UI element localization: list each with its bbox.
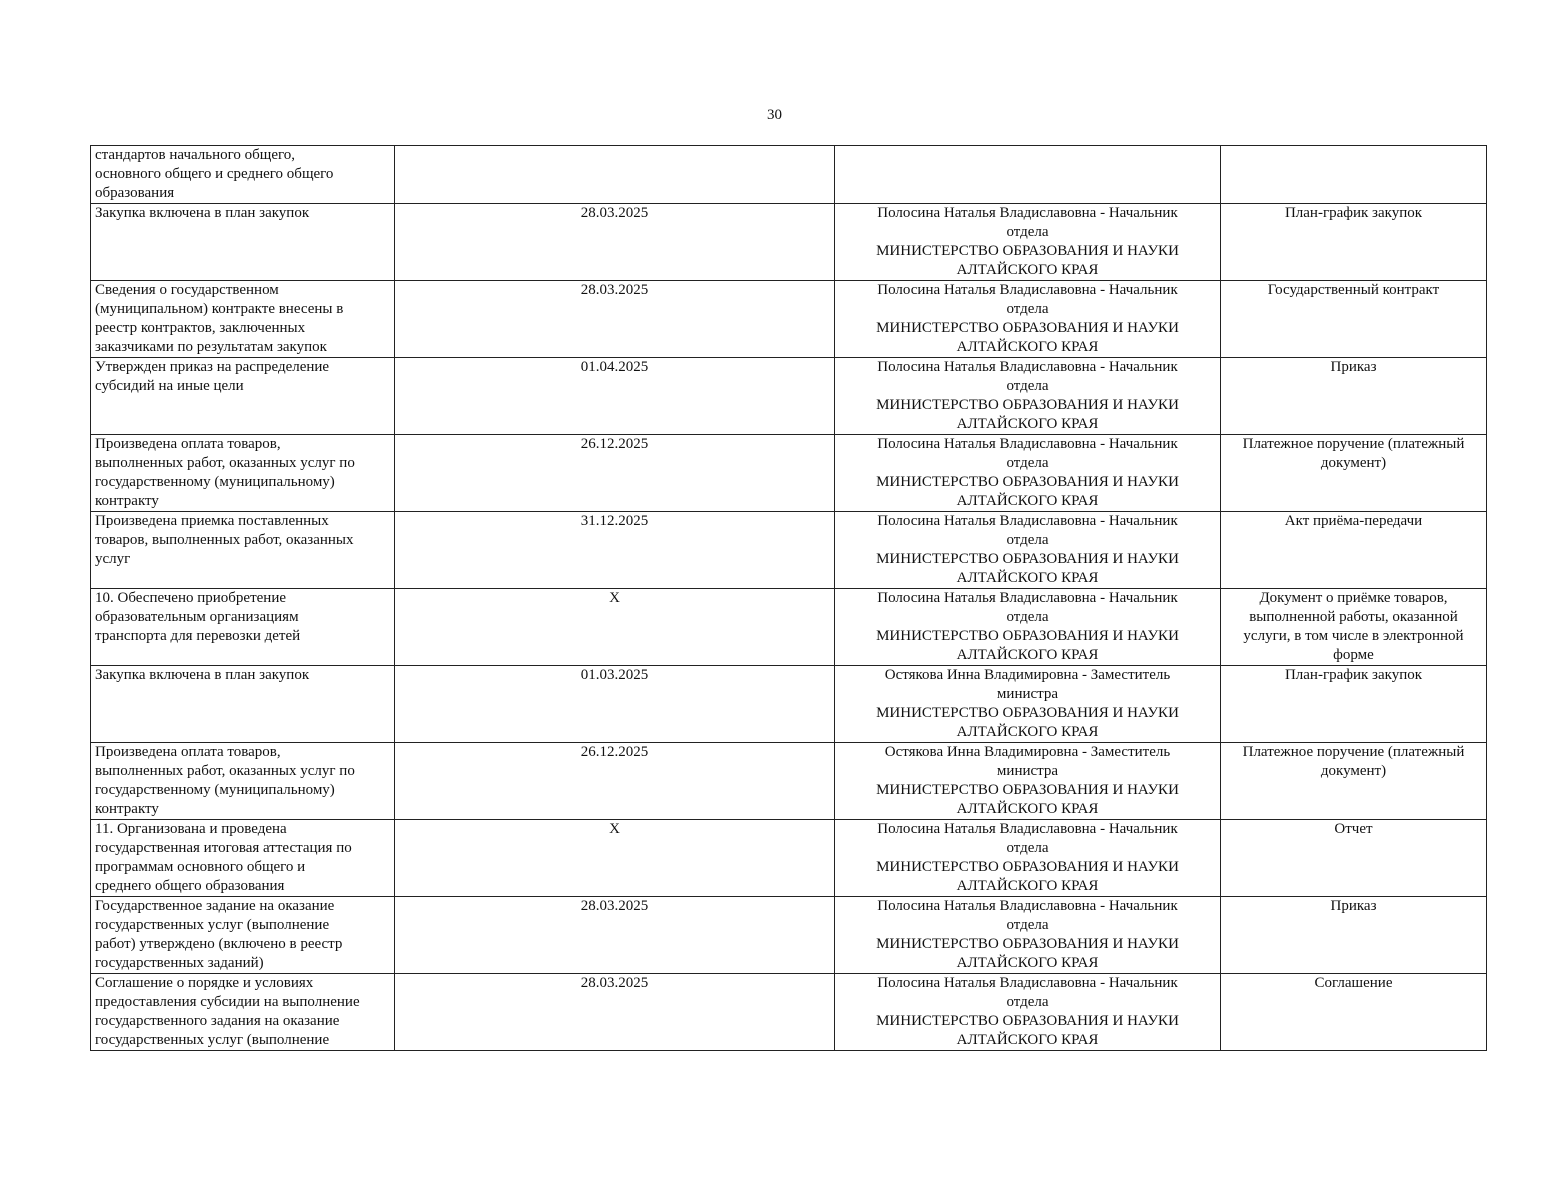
- event-cell: 10. Обеспечено приобретение образовательным организациям транспорта для перевозки детей: [91, 589, 395, 666]
- document-cell: Соглашение: [1221, 974, 1487, 1051]
- responsible-person: Остякова Инна Владимировна - Заместитель министра: [884, 667, 1171, 702]
- event-cell: Закупка включена в план закупок: [91, 666, 395, 743]
- page-number: 30: [767, 107, 782, 123]
- document-cell: Платежное поручение (платежный документ): [1221, 435, 1487, 512]
- responsible-person: Остякова Инна Владимировна - Заместитель министра: [884, 744, 1171, 779]
- event-cell: Произведена оплата товаров, выполненных работ, оказанных услуг по государственному (муниципальному) контракту: [91, 743, 395, 820]
- date-cell: 26.12.2025: [395, 435, 835, 512]
- document-cell: Акт приёма-передачи: [1221, 512, 1487, 589]
- event-cell: Произведена приемка поставленных товаров, выполненных работ, оказанных услуг: [91, 512, 395, 589]
- date-cell: X: [395, 820, 835, 897]
- date-cell: 26.12.2025: [395, 743, 835, 820]
- table-row: [91, 204, 1487, 281]
- responsible-organization: МИНИСТЕРСТВО ОБРАЗОВАНИЯ И НАУКИ АЛТАЙСКОГО КРАЯ: [876, 705, 1179, 740]
- table-row: [91, 358, 1487, 435]
- responsible-person: Полосина Наталья Владиславовна - Начальник отдела: [877, 359, 1178, 394]
- responsible-cell: [835, 820, 1221, 897]
- responsible-organization: МИНИСТЕРСТВО ОБРАЗОВАНИЯ И НАУКИ АЛТАЙСКОГО КРАЯ: [876, 936, 1179, 971]
- responsible-cell: [835, 204, 1221, 281]
- responsible-cell: [835, 512, 1221, 589]
- document-cell: [1221, 146, 1487, 204]
- responsible-cell: [835, 974, 1221, 1051]
- event-cell: 11. Организована и проведена государственная итоговая аттестация по программам основного общего и среднего общего образования: [91, 820, 395, 897]
- event-cell: Утвержден приказ на распределение субсидий на иные цели: [91, 358, 395, 435]
- table-row: [91, 666, 1487, 743]
- table-row: [91, 820, 1487, 897]
- responsible-cell: [835, 743, 1221, 820]
- date-cell: X: [395, 589, 835, 666]
- responsible-person: Полосина Наталья Владиславовна - Начальник отдела: [877, 975, 1178, 1010]
- table-body: [91, 146, 1487, 1051]
- responsible-organization: МИНИСТЕРСТВО ОБРАЗОВАНИЯ И НАУКИ АЛТАЙСКОГО КРАЯ: [876, 1013, 1179, 1048]
- responsible-organization: МИНИСТЕРСТВО ОБРАЗОВАНИЯ И НАУКИ АЛТАЙСКОГО КРАЯ: [876, 782, 1179, 817]
- date-cell: 28.03.2025: [395, 974, 835, 1051]
- event-cell: Произведена оплата товаров, выполненных работ, оказанных услуг по государственному (муниципальному) контракту: [91, 435, 395, 512]
- responsible-person: Полосина Наталья Владиславовна - Начальник отдела: [877, 898, 1178, 933]
- document-cell: Отчет: [1221, 820, 1487, 897]
- responsible-organization: МИНИСТЕРСТВО ОБРАЗОВАНИЯ И НАУКИ АЛТАЙСКОГО КРАЯ: [876, 397, 1179, 432]
- responsible-cell: [835, 897, 1221, 974]
- responsible-person: Полосина Наталья Владиславовна - Начальник отдела: [877, 821, 1178, 856]
- event-cell: стандартов начального общего, основного общего и среднего общего образования: [91, 146, 395, 204]
- document-cell: Государственный контракт: [1221, 281, 1487, 358]
- table-row: [91, 897, 1487, 974]
- responsible-organization: МИНИСТЕРСТВО ОБРАЗОВАНИЯ И НАУКИ АЛТАЙСКОГО КРАЯ: [876, 551, 1179, 586]
- responsible-cell: [835, 435, 1221, 512]
- event-cell: Закупка включена в план закупок: [91, 204, 395, 281]
- responsible-organization: МИНИСТЕРСТВО ОБРАЗОВАНИЯ И НАУКИ АЛТАЙСКОГО КРАЯ: [876, 474, 1179, 509]
- document-cell: Приказ: [1221, 358, 1487, 435]
- responsible-person: Полосина Наталья Владиславовна - Начальник отдела: [877, 513, 1178, 548]
- responsible-organization: МИНИСТЕРСТВО ОБРАЗОВАНИЯ И НАУКИ АЛТАЙСКОГО КРАЯ: [876, 320, 1179, 355]
- date-cell: 01.03.2025: [395, 666, 835, 743]
- responsible-cell: [835, 281, 1221, 358]
- document-cell: План-график закупок: [1221, 666, 1487, 743]
- table-row: [91, 146, 1487, 204]
- table-row: [91, 281, 1487, 358]
- responsible-person: Полосина Наталья Владиславовна - Начальник отдела: [877, 436, 1178, 471]
- date-cell: 01.04.2025: [395, 358, 835, 435]
- plan-table: [90, 145, 1487, 1051]
- responsible-cell: [835, 358, 1221, 435]
- date-cell: 28.03.2025: [395, 204, 835, 281]
- responsible-person: Полосина Наталья Владиславовна - Начальник отдела: [877, 590, 1178, 625]
- responsible-cell: [835, 146, 1221, 204]
- table-row: [91, 435, 1487, 512]
- document-cell: Платежное поручение (платежный документ): [1221, 743, 1487, 820]
- responsible-cell: [835, 666, 1221, 743]
- document-cell: Приказ: [1221, 897, 1487, 974]
- responsible-person: Полосина Наталья Владиславовна - Начальник отдела: [877, 205, 1178, 240]
- event-cell: Сведения о государственном (муниципальном) контракте внесены в реестр контрактов, заключенных заказчиками по результатам закупок: [91, 281, 395, 358]
- table-row: [91, 974, 1487, 1051]
- date-cell: [395, 146, 835, 204]
- responsible-person: Полосина Наталья Владиславовна - Начальник отдела: [877, 282, 1178, 317]
- document-cell: Документ о приёмке товаров, выполненной работы, оказанной услуги, в том числе в электронной форме: [1221, 589, 1487, 666]
- responsible-organization: МИНИСТЕРСТВО ОБРАЗОВАНИЯ И НАУКИ АЛТАЙСКОГО КРАЯ: [876, 628, 1179, 663]
- table-row: [91, 512, 1487, 589]
- event-cell: Соглашение о порядке и условиях предоставления субсидии на выполнение государственного задания на оказание государственных услуг (выполнение: [91, 974, 395, 1051]
- responsible-organization: МИНИСТЕРСТВО ОБРАЗОВАНИЯ И НАУКИ АЛТАЙСКОГО КРАЯ: [876, 859, 1179, 894]
- date-cell: 28.03.2025: [395, 281, 835, 358]
- table-row: [91, 589, 1487, 666]
- event-cell: Государственное задание на оказание государственных услуг (выполнение работ) утверждено (включено в реестр государственных заданий): [91, 897, 395, 974]
- date-cell: 31.12.2025: [395, 512, 835, 589]
- date-cell: 28.03.2025: [395, 897, 835, 974]
- table-row: [91, 743, 1487, 820]
- responsible-organization: МИНИСТЕРСТВО ОБРАЗОВАНИЯ И НАУКИ АЛТАЙСКОГО КРАЯ: [876, 243, 1179, 278]
- document-cell: План-график закупок: [1221, 204, 1487, 281]
- responsible-cell: [835, 589, 1221, 666]
